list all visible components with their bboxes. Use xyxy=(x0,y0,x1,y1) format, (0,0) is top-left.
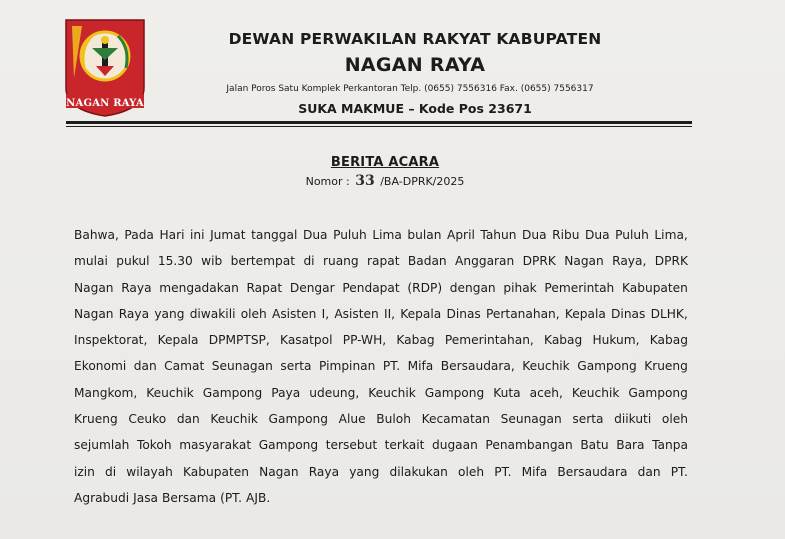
body-word: Dinas xyxy=(446,306,481,321)
body-word: tanggal xyxy=(251,228,298,242)
body-word: masyarakat xyxy=(179,438,252,453)
logo-caption: NAGAN RAYA xyxy=(66,98,144,109)
body-line xyxy=(74,226,688,252)
body-word: mulai xyxy=(74,254,108,269)
body-word: wilayah xyxy=(126,464,173,479)
body-line xyxy=(74,357,688,383)
body-word: Bahwa, xyxy=(74,228,119,242)
body-word: Lima, xyxy=(654,228,688,242)
body-word: Alue xyxy=(338,412,366,427)
body-word: Pada xyxy=(124,228,154,242)
body-word: Ribu xyxy=(552,228,580,242)
body-word: Keuchik xyxy=(146,385,194,400)
body-word: Krueng xyxy=(74,412,118,427)
body-word: ini xyxy=(190,228,205,242)
body-word: Raya, xyxy=(612,254,647,269)
body-word: Nagan xyxy=(74,306,114,321)
body-word: mengadakan xyxy=(159,280,239,295)
document-title: BERITA ACARA xyxy=(330,155,440,170)
body-word: Gampong xyxy=(628,385,688,400)
body-word: Nagan xyxy=(259,464,299,479)
body-word: pihak xyxy=(503,280,537,295)
body-word: Kabupaten xyxy=(183,464,249,479)
body-word: Dua xyxy=(522,228,547,242)
body-word: PP-WH, xyxy=(342,333,387,348)
body-word: Tanpa xyxy=(652,438,688,453)
body-word: DPRK xyxy=(654,254,688,269)
body-word: Kepala xyxy=(564,306,606,321)
body-word: dengan xyxy=(449,280,496,295)
body-word: Pertanahan, xyxy=(486,306,560,321)
body-word: Asisten xyxy=(271,306,317,321)
body-word: Pemerintah xyxy=(544,280,615,295)
body-word: Paya xyxy=(271,385,301,400)
body-word: Gampong xyxy=(202,385,263,400)
body-word: Batu xyxy=(580,438,609,453)
body-word: dan xyxy=(176,412,200,427)
body-word: Kabag xyxy=(649,333,688,348)
body-word: Dengar xyxy=(289,280,335,295)
nagan-raya-emblem-icon xyxy=(62,18,148,118)
body-word: Puluh xyxy=(333,228,367,242)
body-word: serta xyxy=(572,412,604,427)
body-word: DPRK xyxy=(522,254,556,269)
body-word: Rapat xyxy=(246,280,283,295)
letterhead-address: Jalan Poros Satu Komplek Perkantoran Telp. (0655) 7556316 Fax. (0655) 7556317 xyxy=(226,84,594,94)
body-word: ruang xyxy=(322,254,359,269)
body-word: Camat xyxy=(164,359,205,374)
body-word: rapat xyxy=(367,254,400,269)
body-word: Gampong xyxy=(268,412,328,427)
body-word: Dua xyxy=(302,228,328,242)
body-word: II, xyxy=(383,306,396,321)
body-line xyxy=(74,463,688,489)
body-word: oleh xyxy=(240,306,267,321)
body-word: AJB. xyxy=(246,490,271,505)
body-word: diwakili xyxy=(189,306,236,321)
body-word: Mifa xyxy=(407,359,434,374)
body-word: Inspektorat, xyxy=(74,333,148,348)
body-word: Mangkom, xyxy=(74,385,138,400)
body-word: Bara xyxy=(616,438,645,453)
body-word: PT. xyxy=(670,464,688,479)
body-word: Hukum, xyxy=(592,333,640,348)
body-line xyxy=(74,252,688,278)
body-word: tersebut xyxy=(325,438,378,453)
body-word: Raya xyxy=(308,464,340,479)
body-word: Kasatpol xyxy=(280,333,333,348)
body-word: Asisten xyxy=(334,306,379,321)
body-word: I, xyxy=(321,306,330,321)
body-word: yang xyxy=(349,464,380,479)
body-word: Raya xyxy=(118,306,150,321)
body-word: Nagan xyxy=(564,254,604,269)
body-word: 15.30 xyxy=(157,254,193,269)
body-word: Pemerintahan, xyxy=(444,333,534,348)
body-line xyxy=(74,384,688,410)
body-word: oleh xyxy=(661,412,688,427)
body-line xyxy=(74,436,688,462)
body-word: Bersama xyxy=(162,490,217,505)
body-word: Penambangan xyxy=(485,438,573,453)
body-word: oleh xyxy=(458,464,485,479)
letterhead-divider-thin xyxy=(66,126,692,127)
body-word: Tokoh xyxy=(136,438,172,453)
body-word: dilakukan xyxy=(389,464,448,479)
body-word: Keuchik xyxy=(571,385,620,400)
body-word: Seunagan xyxy=(500,412,562,427)
body-word: Tahun xyxy=(480,228,517,242)
body-word: terkait xyxy=(384,438,425,453)
body-word: Anggaran xyxy=(455,254,515,269)
body-word: Jumat xyxy=(210,228,246,242)
body-word: izin xyxy=(74,464,95,479)
body-word: Kuta xyxy=(493,385,521,400)
body-word: Jasa xyxy=(133,490,159,505)
body-word: Nagan xyxy=(74,280,114,295)
body-word: Gampong xyxy=(424,385,485,400)
body-word: Gampong xyxy=(577,359,637,374)
body-word: Badan xyxy=(407,254,447,269)
body-word: DLHK, xyxy=(650,306,688,321)
body-word: bulan xyxy=(407,228,442,242)
body-line xyxy=(74,305,688,331)
body-word: Bersaudara, xyxy=(440,359,515,374)
body-word: yang xyxy=(154,306,185,321)
body-word: Lima xyxy=(372,228,402,242)
body-word: Kepala xyxy=(400,306,442,321)
document-number-suffix: /BA-DPRK/2025 xyxy=(380,175,465,188)
body-word: Ekonomi xyxy=(74,359,127,374)
body-word: (RDP) xyxy=(407,280,443,295)
body-word: di xyxy=(105,464,117,479)
body-word: dan xyxy=(133,359,157,374)
body-word: sejumlah xyxy=(74,438,130,453)
body-word: wib xyxy=(201,254,223,269)
body-line xyxy=(74,410,688,436)
body-paragraph xyxy=(74,226,688,515)
body-word: Kecamatan xyxy=(421,412,490,427)
letterhead-name: NAGAN RAYA xyxy=(344,54,486,76)
body-word: Keuchik xyxy=(210,412,258,427)
letterhead-title: DEWAN PERWAKILAN RAKYAT KABUPATEN xyxy=(228,30,602,48)
body-word: Kabag xyxy=(544,333,583,348)
body-word: Kabupaten xyxy=(621,280,688,295)
body-word: Pimpinan xyxy=(318,359,376,374)
body-word: April xyxy=(446,228,475,242)
document-number-value: 33 xyxy=(355,173,375,189)
body-word: Gampong xyxy=(258,438,319,453)
body-line xyxy=(74,279,688,305)
body-line xyxy=(74,489,688,515)
body-word: Keuchik xyxy=(368,385,416,400)
body-word: DPMPTSP, xyxy=(208,333,270,348)
body-word: Dua xyxy=(585,228,610,242)
body-word: serta xyxy=(280,359,312,374)
body-word: Kabag xyxy=(396,333,435,348)
body-word: Agrabudi xyxy=(74,490,130,505)
body-word: di xyxy=(303,254,315,269)
body-word: diikuti xyxy=(614,412,652,427)
letterhead-city: SUKA MAKMUE – Kode Pos 23671 xyxy=(298,101,532,116)
body-word: bertempat xyxy=(230,254,296,269)
body-word: PT. xyxy=(494,464,512,479)
document-number-label: Nomor : xyxy=(305,175,350,188)
body-word: Puluh xyxy=(615,228,649,242)
body-word: Raya xyxy=(121,280,152,295)
body-word: Pendapat xyxy=(342,280,400,295)
body-line xyxy=(74,331,688,357)
body-word: Mifa xyxy=(521,464,548,479)
body-word: Krueng xyxy=(644,359,688,374)
body-word: Ceuko xyxy=(128,412,167,427)
body-word: PT. xyxy=(382,359,401,374)
document-number xyxy=(220,173,550,189)
body-word: udeung, xyxy=(309,385,360,400)
letterhead-divider-thick xyxy=(66,121,692,124)
body-word: Buloh xyxy=(376,412,411,427)
body-word: dugaan xyxy=(431,438,478,453)
body-word: dan xyxy=(637,464,661,479)
body-word: pukul xyxy=(116,254,150,269)
body-word: Hari xyxy=(159,228,185,242)
body-word: Seunagan xyxy=(211,359,273,374)
body-word: aceh, xyxy=(529,385,563,400)
body-word: Kepala xyxy=(157,333,199,348)
body-word: Dinas xyxy=(611,306,646,321)
body-word: (PT. xyxy=(220,490,243,505)
body-word: Bersaudara xyxy=(557,464,628,479)
body-word: Keuchik xyxy=(522,359,570,374)
